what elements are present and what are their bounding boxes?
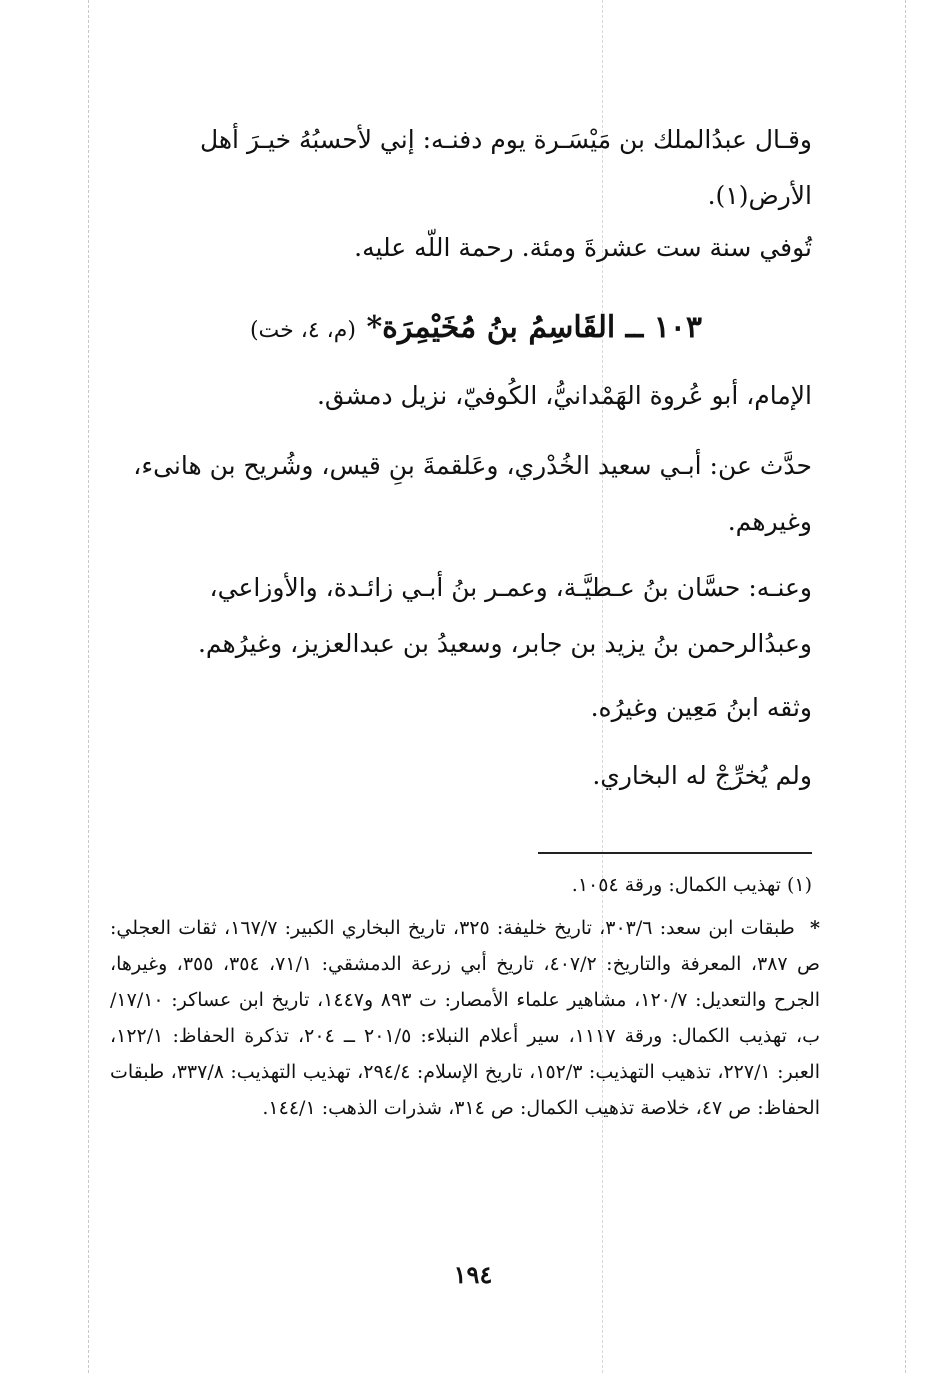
death-paragraph: تُوفي سنة ست عشرةَ ومئة. رحمة اللّه عليه.	[354, 233, 812, 262]
scan-guide-right	[905, 0, 906, 1373]
entry-codes: (م، ٤، خت)	[249, 318, 356, 343]
footnote-divider	[538, 852, 812, 854]
bukhari-paragraph: ولم يُخرِّجْ له البخاري.	[592, 761, 812, 790]
quote-paragraph: وقـال عبدُالملك بن مَيْسَـرة يوم دفنـه: إني لأحسبُهُ خيـرَ أهل الأرض(١).	[199, 125, 812, 210]
sources-footnote	[110, 910, 820, 1126]
teachers-paragraph: حدَّث عن: أبـي سعيد الخُدْري، وعَلقمةَ بنِ قيس، وشُريح بن هانىء، وغيرهم.	[133, 451, 812, 536]
sources-text: طبقات ابن سعد: ٣٠٣/٦، تاريخ خليفة: ٣٢٥، تاريخ البخاري الكبير: ١٦٧/٧، ثقات العجلي: ص ٣٨٧، المعرفة والتاريخ: ٤٠٧/٢، تاريخ أبي زرعة الدمشقي: ٧١/١، ٣٥٤، ٣٥٥، وغيرها، الجرح والتعديل: ١٢٠/٧، مشاهير علماء الأمصار: ت ٨٩٣ و١٤٤٧، تاريخ ابن عساكر: ١٧/١٠/ب، تهذيب الكمال: ورقة ١١١٧، سير أعلام النبلاء: ٢٠١/٥ ــ ٢٠٤، تذكرة الحفاظ: ١٢٢/١، العبر: ٢٢٧/١، تذهيب التهذيب: ١٥٢/٣، تاريخ الإسلام: ٢٩٤/٤، تهذيب التهذيب: ٣٣٧/٨، طبقات الحفاظ: ص ٤٧، خلاصة تذهيب الكمال: ص ٣١٤، شذرات الذهب: ١٤٤/١.	[110, 917, 821, 1119]
asterisk-marker: *	[810, 917, 820, 939]
footnote-1: (١) تهذيب الكمال: ورقة ١٠٥٤.	[571, 874, 812, 896]
tawthiq-paragraph: وثقه ابنُ مَعِين وغيرُه.	[590, 693, 812, 722]
page-number: ١٩٤	[453, 1260, 493, 1289]
entry-title: ١٠٣ ــ القَاسِمُ بنُ مُخَيْمِرَة*	[366, 310, 703, 345]
entry-heading	[66, 300, 886, 359]
scan-guide-left	[88, 0, 89, 1373]
students-paragraph: وعنـه: حسَّان بنُ عـطيَّـة، وعمـر بنُ أبـي زائـدة، والأوزاعي، وعبدُالرحمن بنُ يزيد بن جابر، وسعيدُ بن عبدالعزيز، وغيرُهم.	[197, 573, 812, 658]
kunya-paragraph: الإمام، أبو عُروة الهَمْدانيُّ، الكُوفيّ، نزيل دمشق.	[316, 381, 812, 410]
